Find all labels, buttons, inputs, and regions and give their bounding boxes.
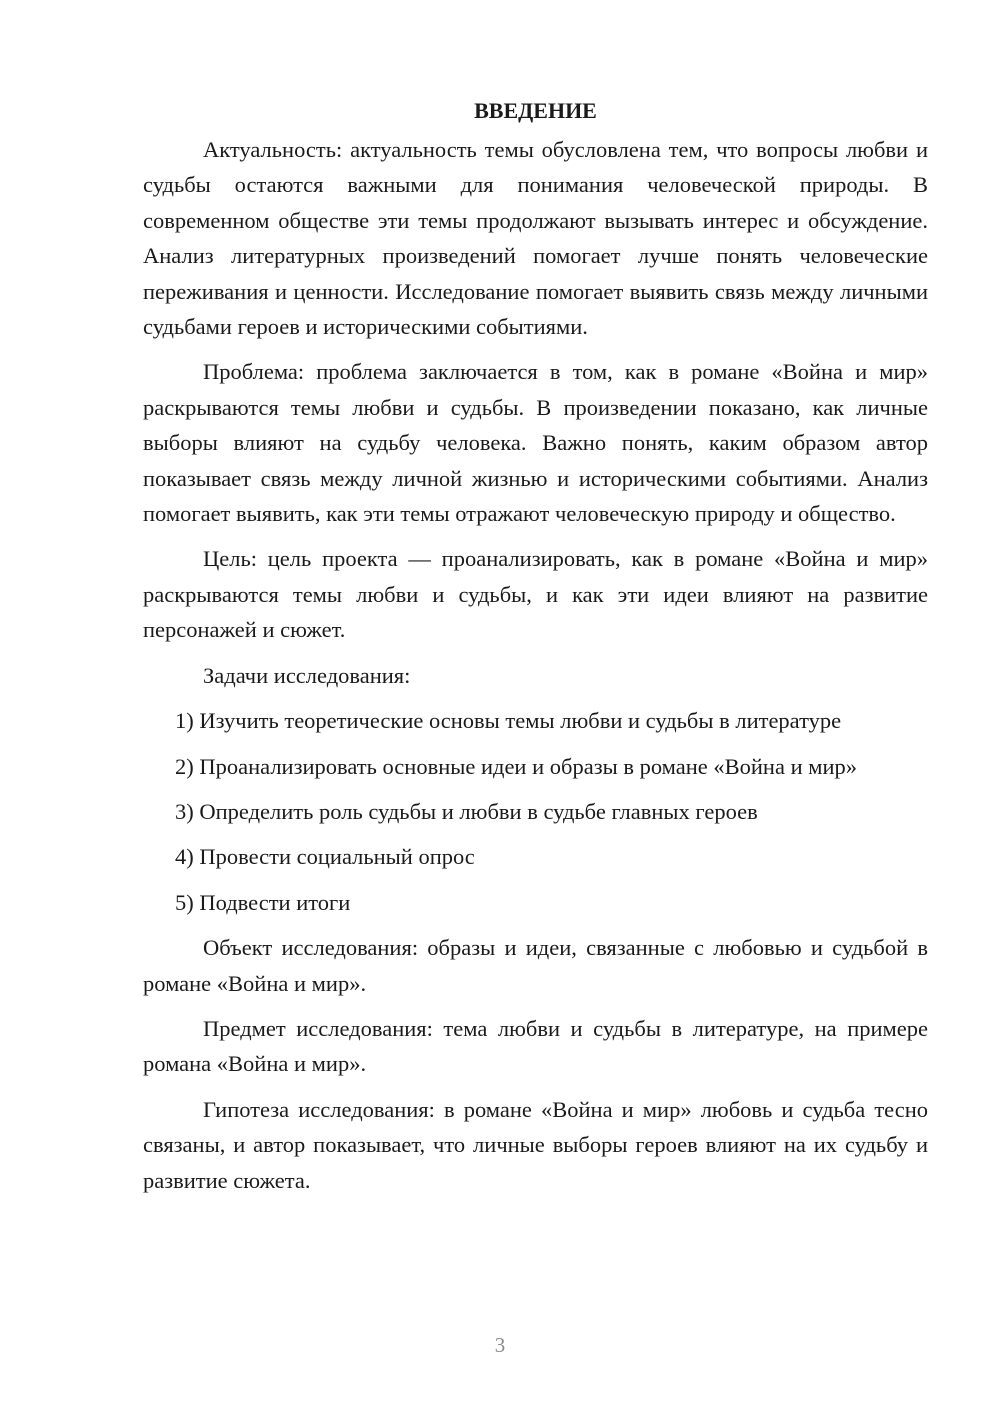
hypothesis-paragraph: Гипотеза исследования: в романе «Война и мир» любовь и судьба тесно связаны, и автор показывает, что личные выборы героев влияют на их судьбу и развитие сюжета. — [143, 1096, 928, 1193]
task-item-3: 3) Определить роль судьбы и любви в судьбе главных героев — [175, 798, 758, 824]
relevance-paragraph: Актуальность: актуальность темы обусловлена тем, что вопросы любви и судьбы остаются важными для понимания человеческой природы. В современном обществе эти темы продолжают вызывать интерес и обсуждение. Анализ литературных произведений помогает лучше понять человеческие переживания и ценности. Исследование помогает выявить связь между личными судьбами героев и историческими событиями. — [143, 137, 928, 340]
problem-paragraph: Проблема: проблема заключается в том, как в романе «Война и мир» раскрываются темы любви и судьбы. В произведении показано, как личные выборы влияют на судьбу человека. Важно понять, каким образом автор показывает связь между личной жизнью и историческими событиями. Анализ помогает выявить, как эти темы отражают человеческую природу и общество. — [143, 359, 928, 527]
goal-paragraph: Цель: цель проекта — проанализировать, как в романе «Война и мир» раскрываются темы любви и судьбы, и как эти идеи влияют на развитие персонажей и сюжет. — [143, 546, 928, 643]
tasks-heading: Задачи исследования: — [203, 662, 411, 688]
task-item-2: 2) Проанализировать основные идеи и образы в романе «Война и мир» — [175, 753, 858, 779]
task-item-5: 5) Подвести итоги — [175, 889, 351, 915]
page-number: 3 — [494, 1333, 506, 1357]
page-title: ВВЕДЕНИЕ — [474, 98, 597, 123]
subject-paragraph: Предмет исследования: тема любви и судьбы в литературе, на примере романа «Война и мир». — [143, 1015, 928, 1077]
object-paragraph: Объект исследования: образы и идеи, связанные с любовью и судьбой в романе «Война и мир». — [143, 935, 928, 996]
task-item-1: 1) Изучить теоретические основы темы любви и судьбы в литературе — [175, 708, 842, 734]
task-item-4: 4) Провести социальный опрос — [175, 844, 475, 870]
